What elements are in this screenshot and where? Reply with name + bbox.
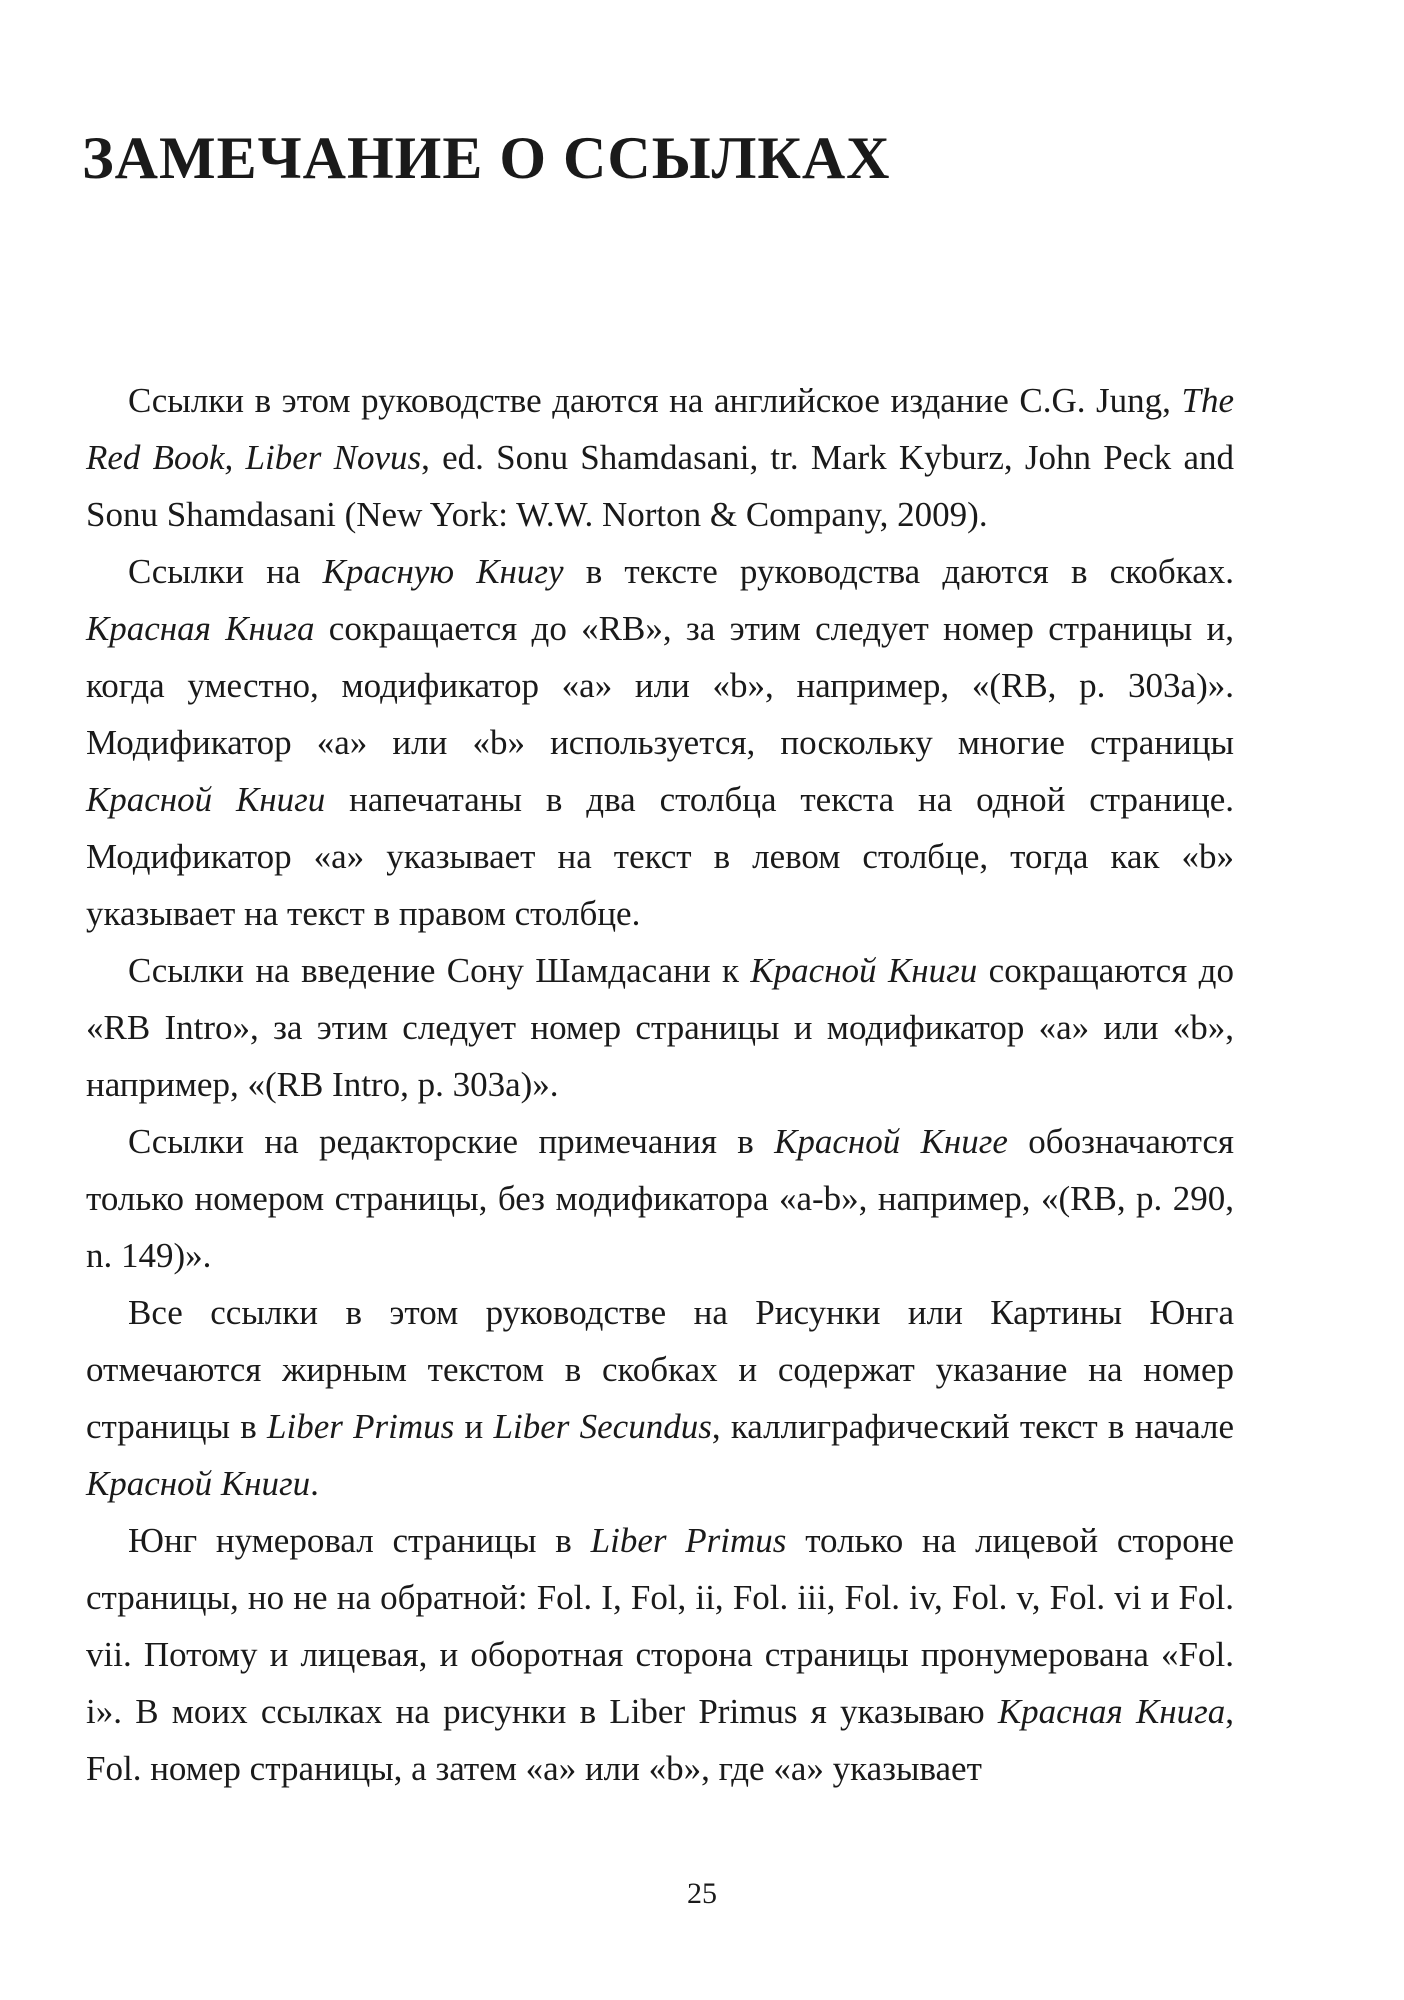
italic-text: Красную Книгу	[322, 552, 564, 591]
text-run: только на лицевой стороне страницы, но не на обратной: Fol. I, Fol, ii, Fol. iii, Fol. iv, Fol. v, Fol. vi и Fol. vii. Потому и лицевая, и оборотная сторона страницы пронумерована «Fol. i». В моих ссылках на рисунки в Liber Primus я указываю	[86, 1521, 1235, 1731]
text-run: Ссылки на введение Сону Шамдасани к	[128, 951, 751, 990]
text-run: Ссылки в этом руководстве даются на английское издание C.G. Jung,	[128, 381, 1182, 420]
text-run: .	[310, 1464, 319, 1503]
italic-text: Красной Книге	[774, 1122, 1008, 1161]
italic-text: Liber Primus	[590, 1521, 787, 1560]
paragraph	[86, 1512, 1234, 1797]
text-run: , ed. Sonu Shamdasani, tr. Mark Kyburz, John Peck and Sonu Shamdasani (New York: W.W. Norton & Company, 2009).	[86, 438, 1234, 534]
text-run: сокращается до «RB», за этим следует номер страницы и, когда уместно, модификатор «a» или «b», например, «(RB, p. 303a)». Модификатор «a» или «b» используется, поскольку многие страницы	[86, 609, 1234, 762]
text-run: Ссылки на	[128, 552, 323, 591]
text-run: и	[454, 1407, 494, 1446]
text-run: Юнг нумеровал страницы в	[128, 1521, 591, 1560]
italic-text: Liber Secundus	[493, 1407, 712, 1446]
italic-text: Красной Книги	[86, 1464, 311, 1503]
page-number: 25	[687, 1877, 717, 1910]
text-run: обозначаются только номером страницы, без модификатора «a-b», например, «(RB, p. 290, n. 149)».	[86, 1122, 1234, 1275]
text-run: , каллиграфический текст в начале	[711, 1407, 1235, 1446]
italic-text: Liber Primus	[267, 1407, 455, 1446]
text-run: сокращаются до «RB Intro», за этим следует номер страницы и модификатор «a» или «b», например, «(RB Intro, p. 303a)».	[86, 951, 1234, 1104]
paragraph	[86, 1284, 1234, 1512]
italic-text: Красная Книга	[997, 1692, 1226, 1731]
italic-text: The Red Book, Liber Novus	[86, 381, 1234, 477]
italic-text: Красной Книги	[86, 780, 326, 819]
italic-text: Красной Книги	[750, 951, 978, 990]
paragraph	[86, 543, 1234, 942]
paragraph	[86, 372, 1234, 543]
italic-text: Красная Книга	[86, 609, 315, 648]
body-text	[86, 372, 1234, 1797]
text-run: напечатаны в два столбца текста на одной странице. Модификатор «a» указывает на текст в левом столбце, тогда как «b» указывает на текст в правом столбце.	[86, 780, 1234, 933]
text-run: Все ссылки в этом руководстве на Рисунки или Картины Юнга отмечаются жирным текстом в скобках и содержат указание на номер страницы в	[86, 1293, 1234, 1446]
text-run: Ссылки на редакторские примечания в	[128, 1122, 775, 1161]
page-title: ЗАМЕЧАНИЕ О ССЫЛКАХ	[82, 125, 891, 191]
text-run: , Fol. номер страницы, а затем «a» или «b», где «a» указывает	[86, 1692, 1235, 1788]
paragraph	[86, 1113, 1234, 1284]
paragraph	[86, 942, 1234, 1113]
text-run: в тексте руководства даются в скобках.	[563, 552, 1235, 591]
